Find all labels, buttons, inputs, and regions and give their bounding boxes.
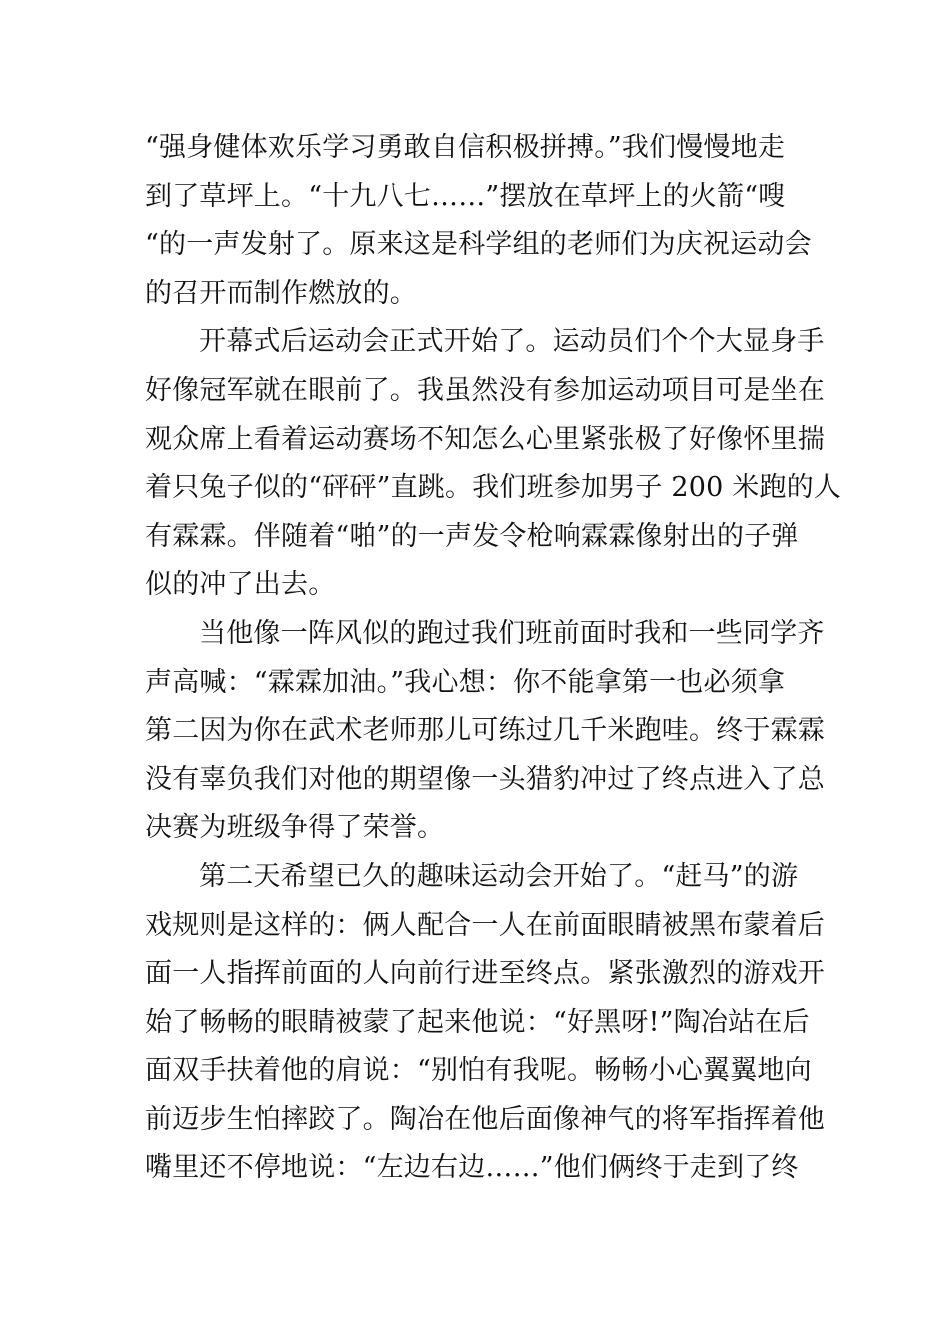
text-line: “强身健体欢乐学习勇敢自信积极拼搏。”我们慢慢地走 xyxy=(145,132,786,163)
text-line: 有霖霖。伴随着“啪”的一声发令枪响霖霖像射出的子弹 xyxy=(145,520,799,552)
paragraph-first-line: 开幕式后运动会正式开始了。运动员们个个大显身手 xyxy=(199,326,825,358)
text-line: “的一声发射了。原来这是科学组的老师们为庆祝运动会 xyxy=(145,229,812,261)
text-line: 好像冠军就在眼前了。我虽然没有参加运动项目可是坐在 xyxy=(145,374,825,406)
paragraph-first-line: 当他像一阵风似的跑过我们班前面时我和一些同学齐 xyxy=(199,617,825,649)
text-line: 到了草坪上。“十九八七……”摆放在草坪上的火箭“嗖 xyxy=(145,180,786,212)
text-line: 着只兔子似的“砰砰”直跳。我们班参加男子 200 米跑的人 xyxy=(145,472,842,504)
text-line: 面双手扶着他的肩说：“别怕有我呢。畅畅小心翼翼地向 xyxy=(145,1055,812,1087)
text-line: 第二因为你在武术老师那儿可练过几千米跑哇。终于霖霖 xyxy=(145,715,825,747)
text-line: 嘴里还不停地说：“左边右边……”他们俩终于走到了终 xyxy=(145,1152,799,1184)
text-line: 似的冲了出去。 xyxy=(145,569,336,601)
text-line: 始了畅畅的眼睛被蒙了起来他说：“好黑呀!”陶冶站在后 xyxy=(145,1006,810,1038)
text-line: 决赛为班级争得了荣誉。 xyxy=(145,812,445,844)
text-line: 观众席上看着运动赛场不知怎么心里紧张极了好像怀里揣 xyxy=(145,423,825,455)
text-line: 前迈步生怕摔跤了。陶冶在他后面像神气的将军指挥着他 xyxy=(145,1103,825,1135)
text-line: 面一人指挥前面的人向前行进至终点。紧张激烈的游戏开 xyxy=(145,958,825,990)
text-line: 戏规则是这样的：俩人配合一人在前面眼睛被黑布蒙着后 xyxy=(145,909,825,941)
text-line: 的召开而制作燃放的。 xyxy=(145,277,417,309)
document-body xyxy=(145,124,842,1193)
text-line: 没有辜负我们对他的期望像一头猎豹冲过了终点进入了总 xyxy=(145,763,825,795)
text-line: 声高喊：“霖霖加油。”我心想：你不能拿第一也必须拿 xyxy=(145,666,786,698)
paragraph-first-line: 第二天希望已久的趣味运动会开始了。“赶马”的游 xyxy=(199,860,799,892)
